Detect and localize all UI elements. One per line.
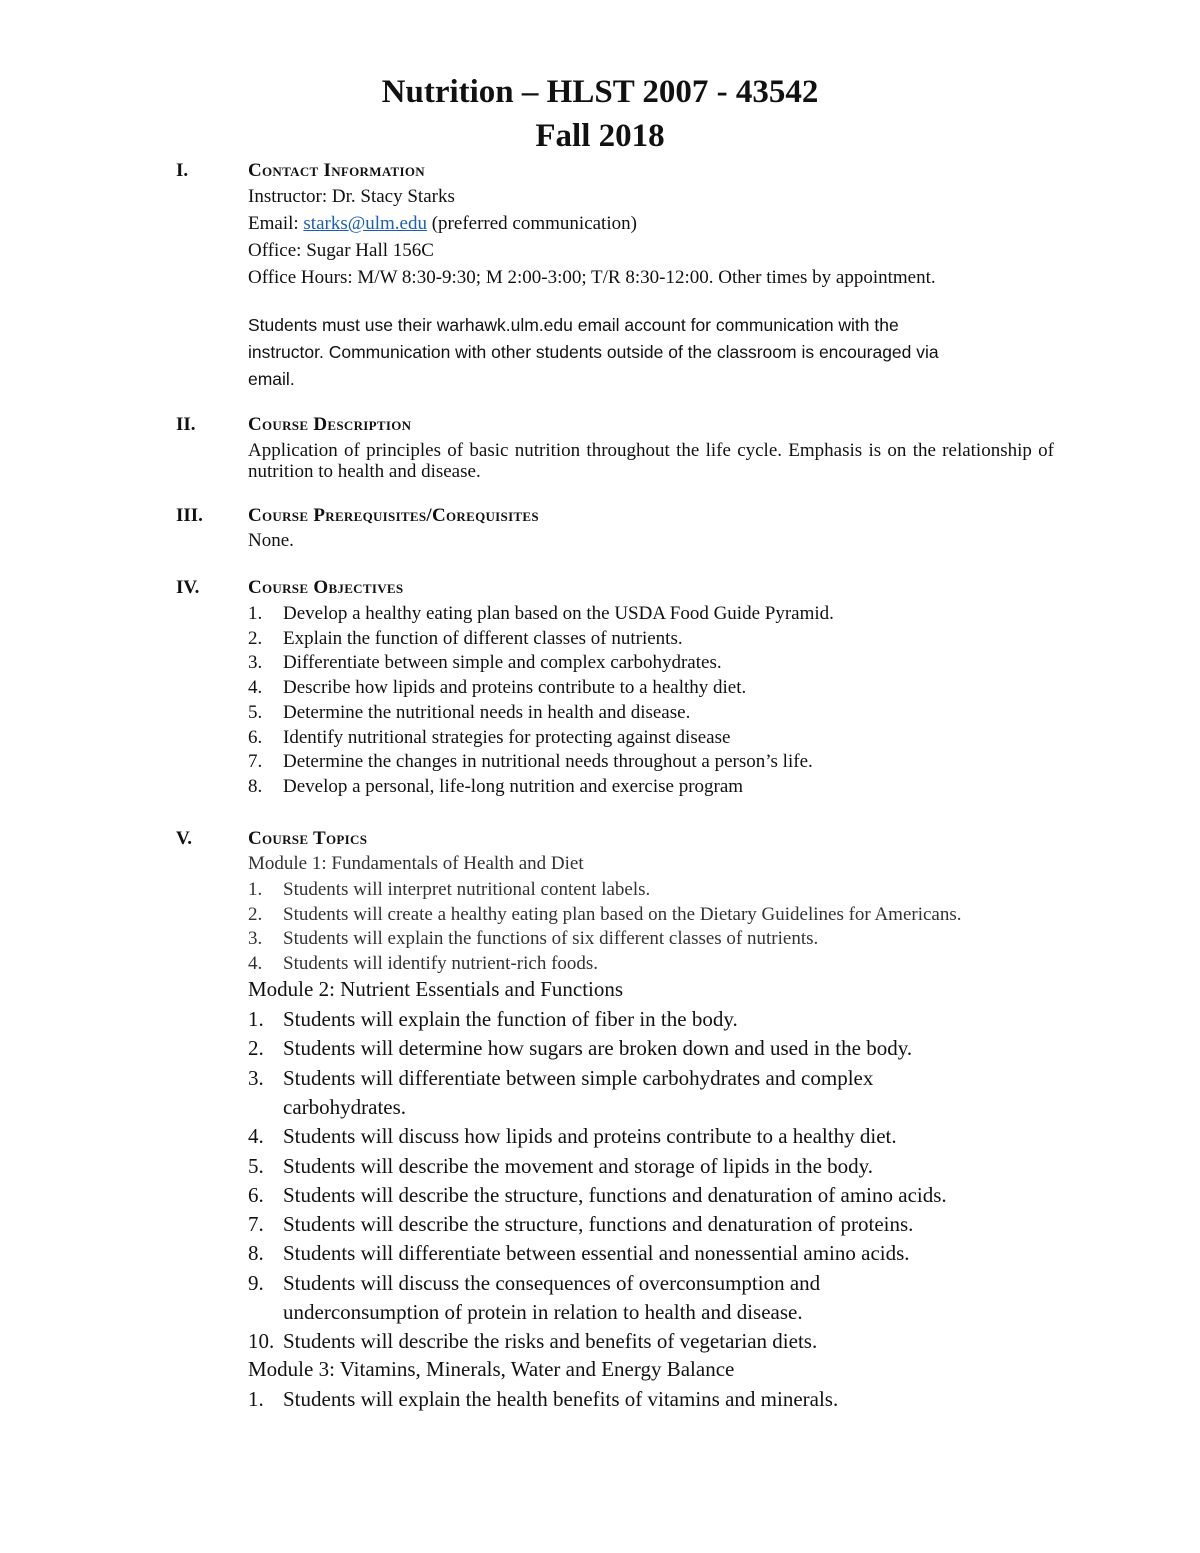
section-number: IV. [176,577,200,598]
list-item-text: Students will explain the functions of six different classes of nutrients. [283,928,819,949]
section-number: III. [176,505,203,526]
list-item [248,652,722,674]
list-item-number: 8. [248,775,263,797]
list-item-number: 8. [248,1241,264,1266]
module-title: Module 3: Vitamins, Minerals, Water and Energy Balance [248,1357,735,1381]
list-item [248,953,598,975]
list-item [248,1066,873,1091]
list-item-text: Students will explain the function of fiber in the body. [283,1007,738,1031]
list-item [248,751,813,773]
list-item-text: Students will determine how sugars are broken down and used in the body. [283,1036,913,1061]
section-number: I. [176,160,189,181]
list-item-text: Students will create a healthy eating plan based on the Dietary Guidelines for Americans. [283,903,962,925]
list-item-number: 5. [248,1153,264,1178]
list-item [248,879,650,901]
list-item-text: Students will discuss the consequences of overconsumption and [283,1270,821,1295]
list-item-number: 4. [248,677,263,699]
list-item-text: Develop a healthy eating plan based on the USDA Food Guide Pyramid. [283,603,834,624]
section-heading-prerequisites: Course Prerequisites/Corequisites [248,505,539,526]
list-item-continuation: underconsumption of protein in relation to health and disease. [283,1300,803,1324]
course-description: Application of principles of basic nutrition throughout the life cycle. Emphasis is on the relationship of nutrition to health and disease. [248,440,1054,482]
list-item [248,628,683,650]
list-item-number: 3. [248,1065,264,1090]
office-hours: Office Hours: M/W 8:30-9:30; M 2:00-3:00; T/R 8:30-12:00. Other times by appointment. [248,267,936,288]
section-heading-objectives: Course Objectives [248,577,404,598]
list-item-text: Students will discuss how lipids and proteins contribute to a healthy diet. [283,1124,897,1149]
list-item-text: Describe how lipids and proteins contribute to a healthy diet. [283,677,747,699]
list-item [248,1007,738,1032]
list-item-text: Students will describe the structure, functions and denaturation of amino acids. [283,1182,947,1207]
email-policy-line: email. [248,369,295,389]
list-item-number: 3. [248,928,263,949]
instructor-name: Instructor: Dr. Stacy Starks [248,186,455,207]
document-term: Fall 2018 [535,118,665,154]
list-item [248,904,962,926]
list-item-text: Determine the changes in nutritional needs throughout a person’s life. [283,751,813,773]
list-item-number: 4. [248,1124,264,1149]
list-item-number: 1. [248,1387,264,1411]
list-item-text: Differentiate between simple and complex carbohydrates. [283,652,722,674]
section-heading-contact: Contact Information [248,160,425,181]
list-item-text: Students will differentiate between essential and nonessential amino acids. [283,1241,910,1266]
list-item-text: Students will describe the movement and storage of lipids in the body. [283,1153,874,1178]
list-item [248,1241,910,1266]
list-item-text: Students will explain the health benefits of vitamins and minerals. [283,1387,839,1411]
list-item [248,1183,947,1208]
list-item [248,1036,912,1061]
list-item-text: Explain the function of different classes of nutrients. [283,627,683,649]
list-item [248,1212,913,1237]
email-link[interactable]: starks@ulm.edu [303,213,427,234]
list-item-number: 3. [248,652,263,674]
list-item-text: Students will describe the risks and benefits of vegetarian diets. [283,1329,818,1354]
list-item-number: 2. [248,903,263,925]
list-item [248,1387,838,1412]
list-item-number: 2. [248,1036,264,1061]
list-item-number: 1. [248,1007,264,1031]
list-item-number: 4. [248,952,263,974]
list-item-text: Students will interpret nutritional content labels. [283,879,651,900]
list-item-number: 7. [248,1212,264,1237]
section-heading-topics: Course Topics [248,828,368,849]
email-note: (preferred communication) [431,213,637,234]
module-title: Module 1: Fundamentals of Health and Diet [248,853,584,874]
list-item [248,1271,820,1296]
list-item-number: 5. [248,701,263,723]
list-item [248,776,743,798]
list-item-number: 6. [248,1182,264,1207]
section-number: II. [176,414,196,435]
list-item-number: 10. [248,1329,275,1354]
email-policy-line: Students must use their warhawk.ulm.edu email account for communication with the [248,315,899,335]
list-item [248,702,690,724]
section-number: V. [176,828,193,849]
list-item-number: 6. [248,726,263,748]
email-label: Email: [248,213,299,234]
list-item-text: Develop a personal, life-long nutrition and exercise program [283,775,744,797]
email-line [248,213,637,235]
list-item-number: 1. [248,603,263,624]
list-item [248,928,818,950]
prerequisites-text: None. [248,530,294,551]
office-location: Office: Sugar Hall 156C [248,240,434,261]
list-item [248,727,730,749]
list-item [248,1124,897,1149]
module-title: Module 2: Nutrient Essentials and Functions [248,977,624,1001]
list-item [248,1154,873,1179]
list-item-text: Students will describe the structure, functions and denaturation of proteins. [283,1212,914,1237]
list-item [248,1329,817,1354]
list-item-number: 1. [248,879,263,900]
list-item-text: Determine the nutritional needs in health and disease. [283,701,691,723]
list-item-text: Identify nutritional strategies for protecting against disease [283,726,731,748]
document-title: Nutrition – HLST 2007 - 43542 [381,74,819,110]
section-heading-description: Course Description [248,414,412,435]
list-item-number: 2. [248,627,263,649]
list-item [248,603,834,625]
list-item [248,677,746,699]
email-policy-line: instructor. Communication with other students outside of the classroom is encouraged via [248,342,939,362]
list-item-number: 7. [248,751,263,773]
list-item-text: Students will identify nutrient-rich foods. [283,952,599,974]
list-item-text: Students will differentiate between simple carbohydrates and complex [283,1065,874,1090]
list-item-continuation: carbohydrates. [283,1094,407,1119]
list-item-number: 9. [248,1270,264,1295]
